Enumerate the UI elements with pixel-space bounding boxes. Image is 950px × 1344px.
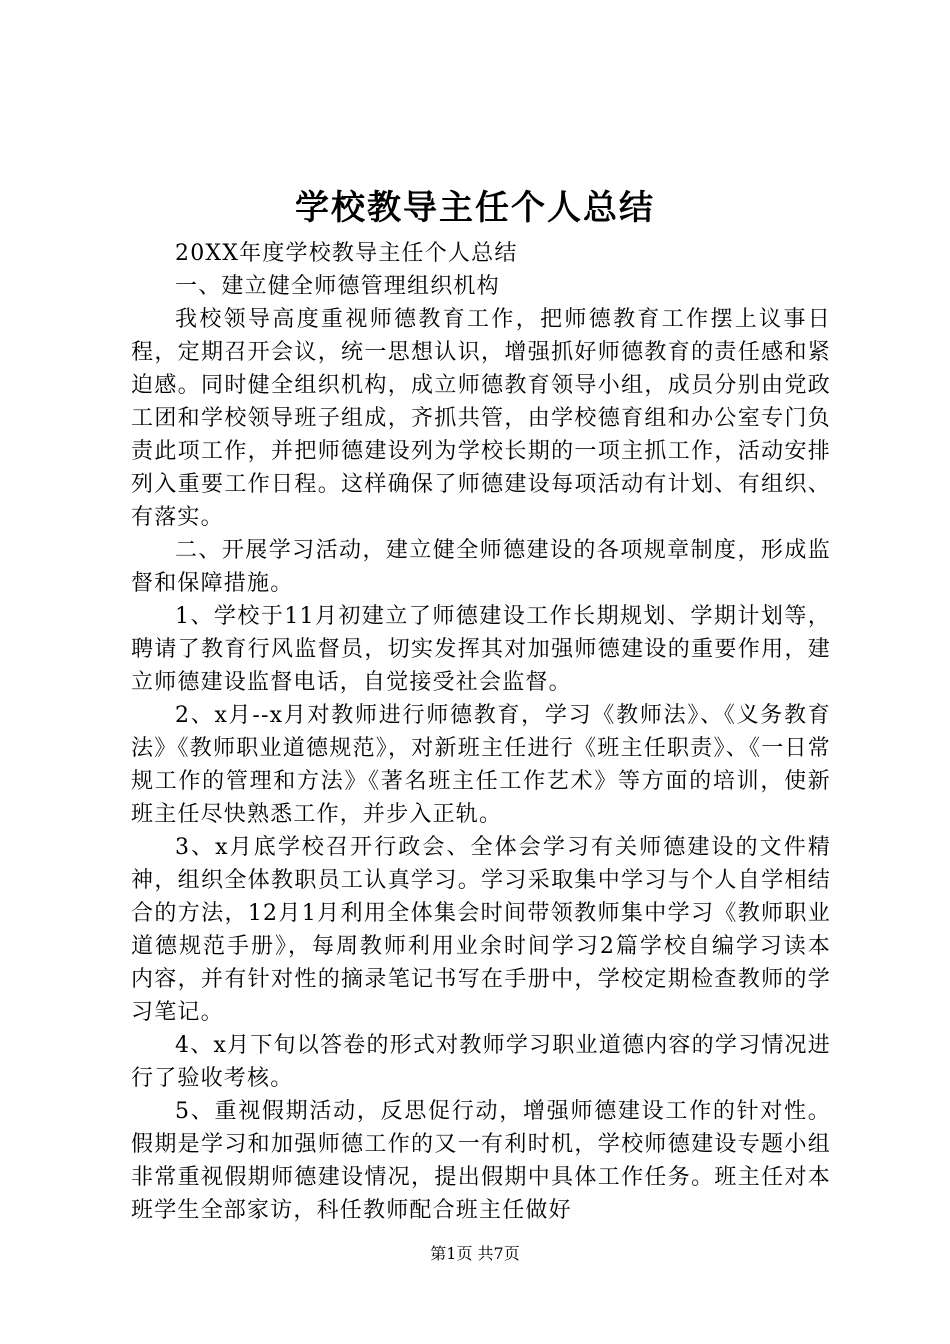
document-body <box>131 237 831 1227</box>
paragraph: 1、学校于11月初建立了师德建设工作长期规划、学期计划等，聘请了教育行风监督员，切实发挥其对加强师德建设的重要作用，建立师德建设监督电话，自觉接受社会监督。 <box>131 604 831 695</box>
paragraph: 3、x月底学校召开行政会、全体会学习有关师德建设的文件精神，组织全体教职员工认真学习。学习采取集中学习与个人自学相结合的方法，12月1月利用全体集会时间带领教师集中学习《教师职业道德规范手册》，每周教师利用业余时间学习2篇学校自编学习读本内容，并有针对性的摘录笔记书写在手册中，学校定期检查教师的学习笔记。 <box>131 835 831 1025</box>
document-title: 学校教导主任个人总结 <box>295 188 655 228</box>
paragraph: 我校领导高度重视师德教育工作，把师德教育工作摆上议事日程，定期召开会议，统一思想认识，增强抓好师德教育的责任感和紧迫感。同时健全组织机构，成立师德教育领导小组，成员分别由党政工团和学校领导班子组成，齐抓共管，由学校德育组和办公室专门负责此项工作，并把师德建设列为学校长期的一项主抓工作，活动安排列入重要工作日程。这样确保了师德建设每项活动有计划、有组织、有落实。 <box>131 307 831 530</box>
paragraph-heading-2: 二、开展学习活动，建立健全师德建设的各项规章制度，形成监督和保障措施。 <box>131 538 831 596</box>
paragraph: 2、x月--x月对教师进行师德教育，学习《教师法》、《义务教育法》《教师职业道德规范》，对新班主任进行《班主任职责》、《一日常规工作的管理和方法》《著名班主任工作艺术》等方面的培训，使新班主任尽快熟悉工作，并步入正轨。 <box>131 703 831 827</box>
paragraph: 4、x月下旬以答卷的形式对教师学习职业道德内容的学习情况进行了验收考核。 <box>131 1033 831 1091</box>
page-number-footer: 第1页 共7页 <box>430 1244 520 1263</box>
paragraph: 5、重视假期活动，反思促行动，增强师德建设工作的针对性。假期是学习和加强师德工作的又一有利时机，学校师德建设专题小组非常重视假期师德建设情况，提出假期中具体工作任务。班主任对本班学生全部家访，科任教师配合班主任做好 <box>131 1099 831 1223</box>
paragraph-heading-1: 一、建立健全师德管理组织机构 <box>175 274 500 299</box>
paragraph-subtitle: 20XX年度学校教导主任个人总结 <box>175 241 518 266</box>
